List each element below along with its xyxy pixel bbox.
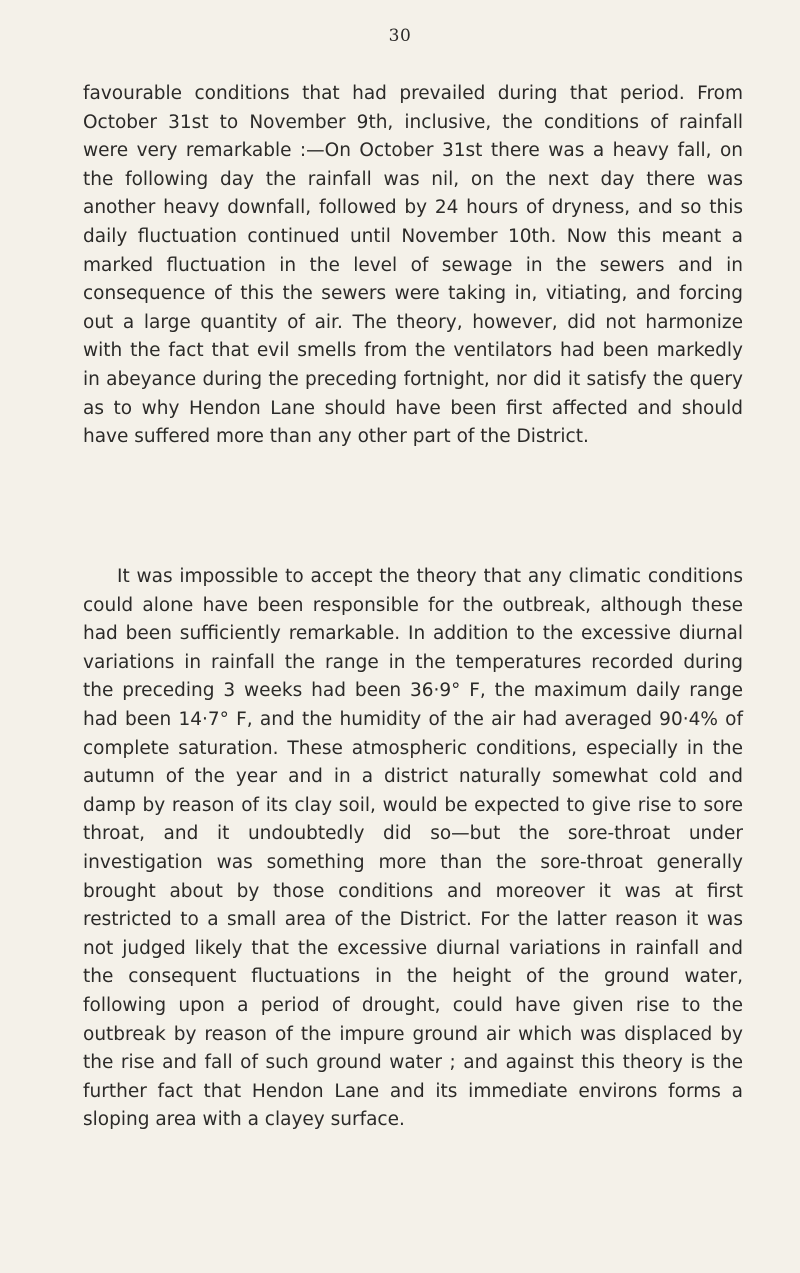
paragraph-2: It was impossible to accept the theory that any climatic conditions could alone have been responsible for the outbreak, although these had been sufficiently remarkable. In addition to the excessive diurnal variations in rainfall the range in the temperatures recorded during the preceding 3 weeks had been 36·9° F, the maximum daily range had been 14·7° F, and the humidity of the air had averaged 90·4% of complete saturation. These atmospheric conditions, especially in the autumn of the year and in a district naturally somewhat cold and damp by reason of its clay soil, would be expected to give rise to sore throat, and it undoubtedly did so—but the sore-throat under investigation was something more than the sore-throat generally brought about by those conditions and moreover it was at first restricted to a small area of the District. For the latter reason it was not judged likely that the excessive diurnal variations in rainfall and the consequent fluctuations in the height of the ground water, following upon a period of drought, could have given rise to the outbreak by reason of the impure ground air which was displaced by the rise and fall of such ground water ; and against this theory is the further fact that Hendon Lane and its immediate environs forms a sloping area with a clayey surface. (83, 566, 743, 1131)
paragraph-1: favourable conditions that had prevailed during that period. From October 31st to November 9th, inclusive, the conditions of rainfall were very remarkable :—On October 31st there was a heavy fall, on the following day the rainfall was nil, on the next day there was another heavy downfall, followed by 24 hours of dryness, and so this daily fluctuation continued until November 10th. Now this meant a marked fluctuation in the level of sewage in the sewers and in consequence of this the sewers were taking in, vitiating, and forcing out a large quantity of air. The theory, however, did not harmonize with the fact that evil smells from the ventilators had been markedly in abeyance during the preceding fortnight, nor did it satisfy the query as to why Hendon Lane should have been first affected and should have suffered more than any other part of the District. (83, 83, 743, 448)
page-number: 30 (388, 26, 412, 46)
